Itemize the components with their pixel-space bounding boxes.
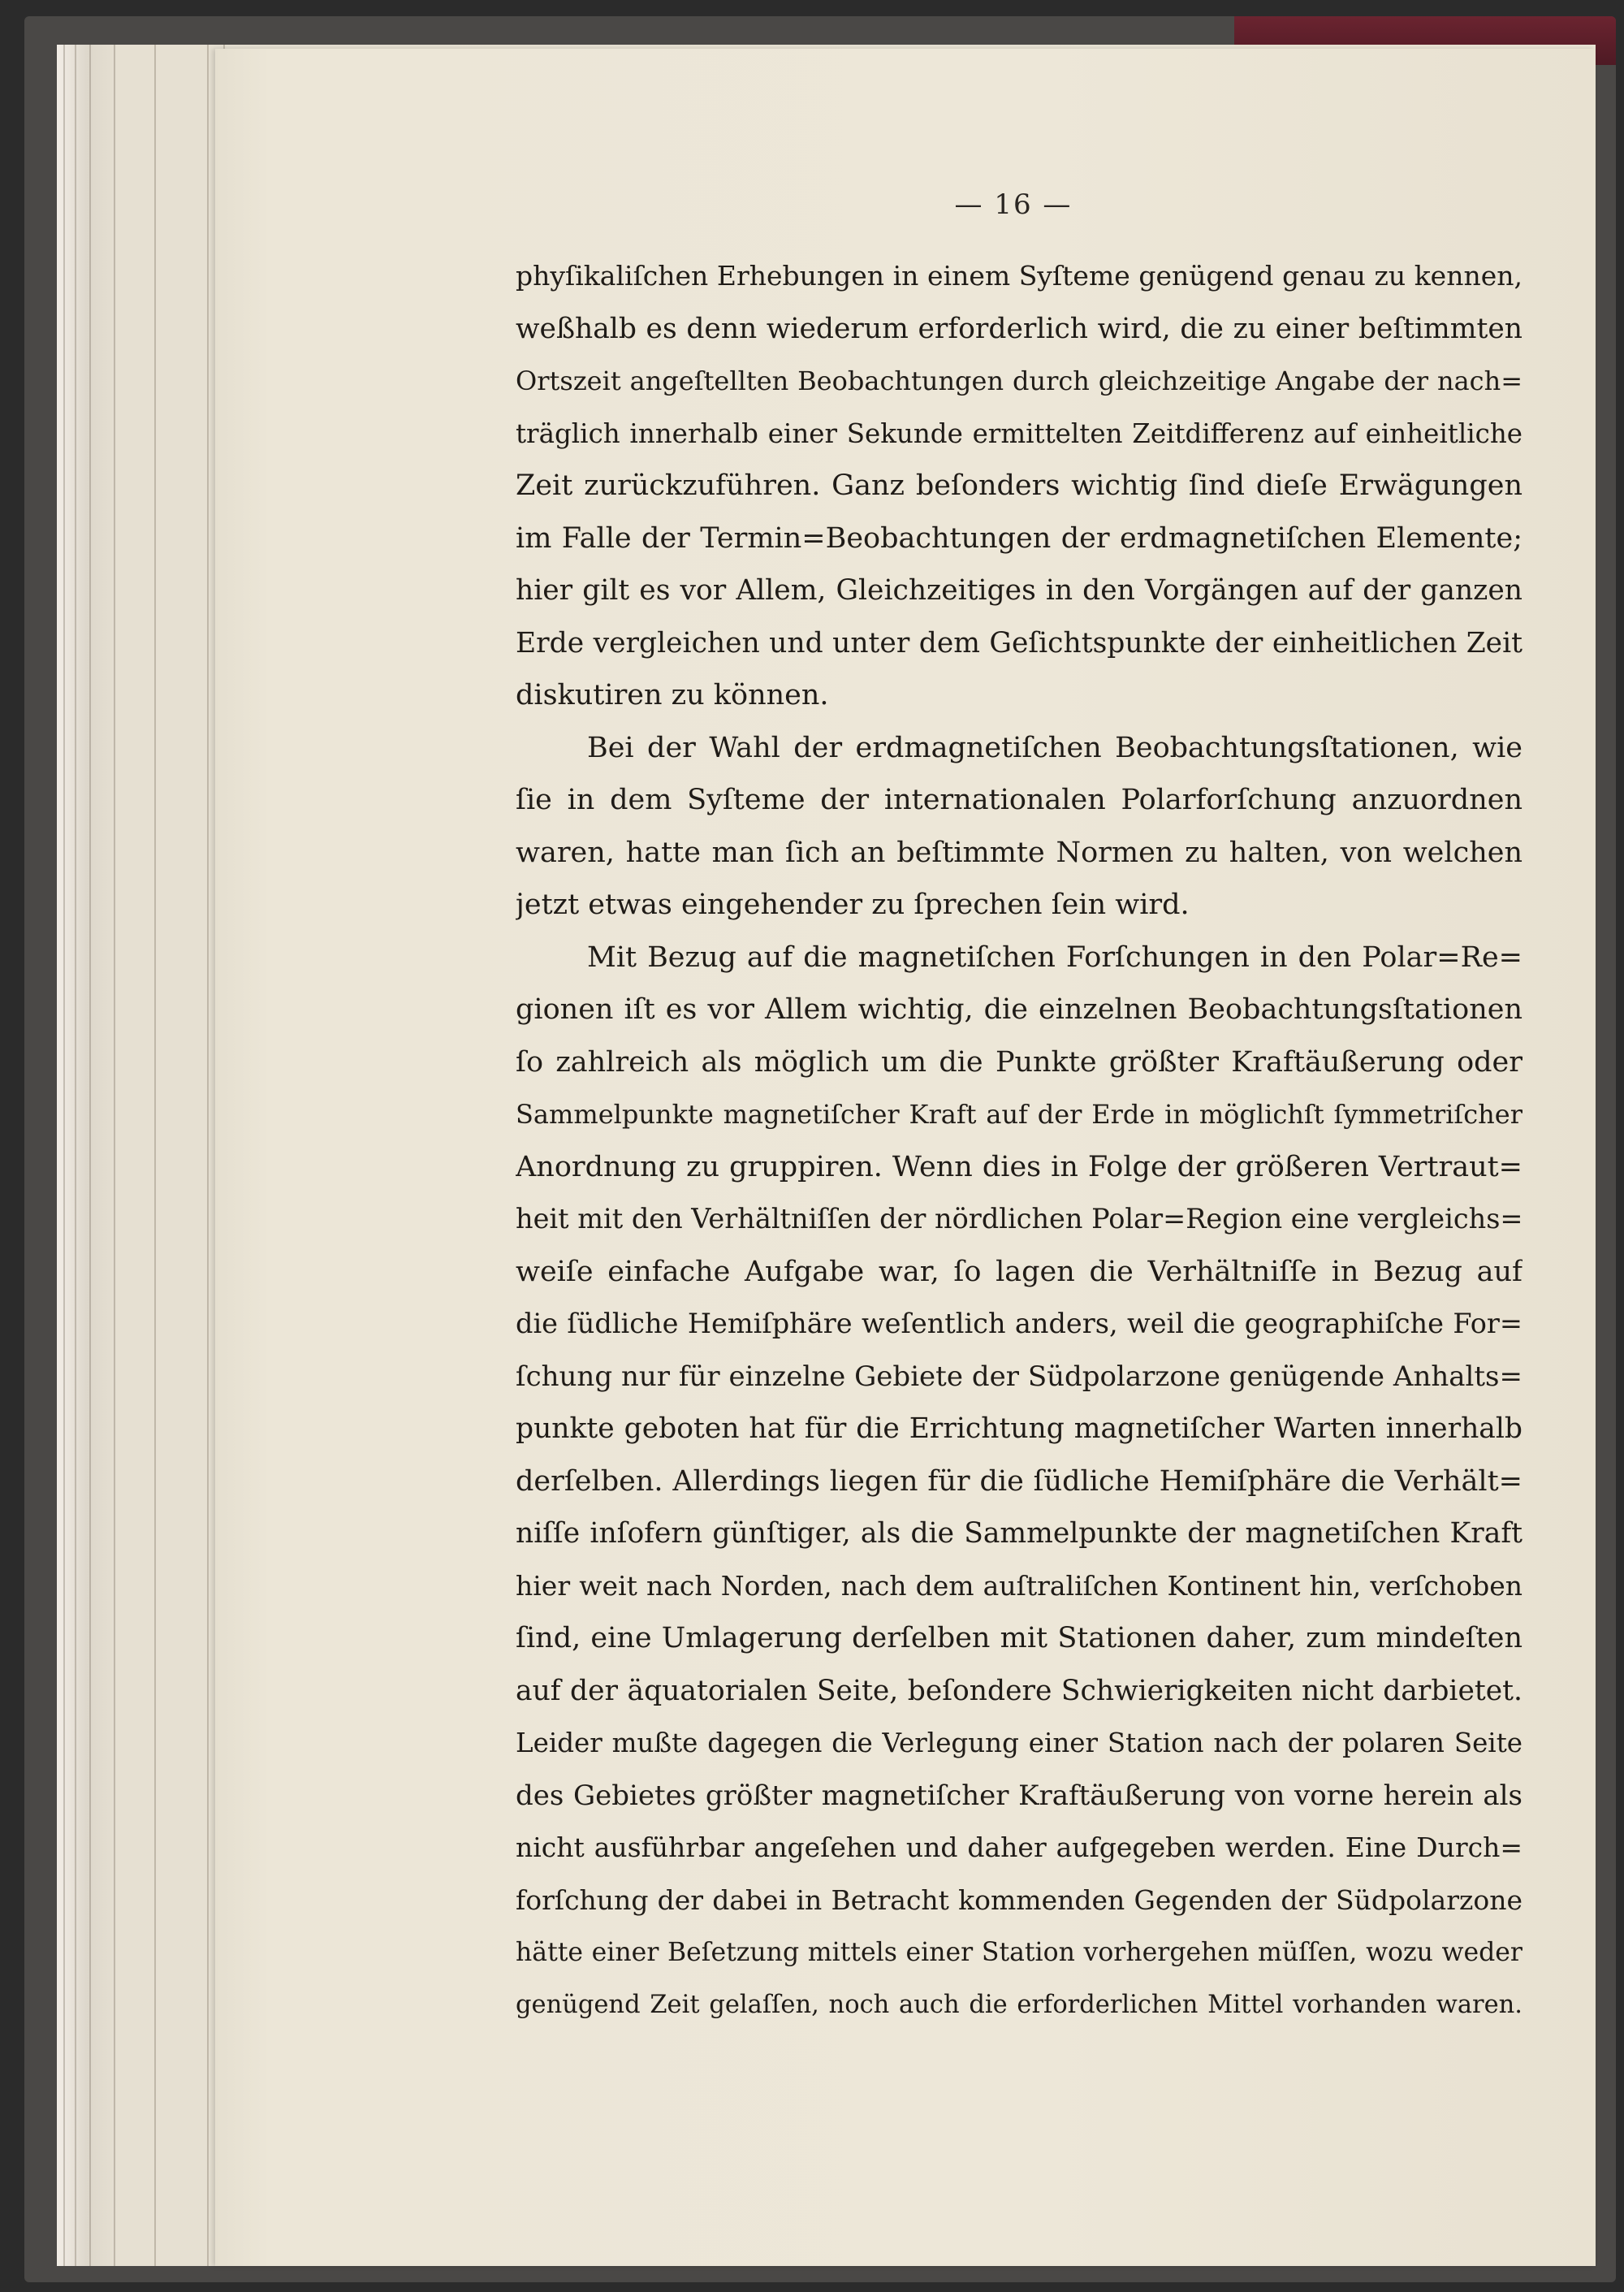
text-line: genügend Zeit gelaſſen, noch auch die erforderlichen Mittel vorhanden waren. <box>516 1990 1522 2019</box>
text-line: heit mit den Verhältniſſen der nördlichen Polar=Region eine vergleichs= <box>516 1203 1522 1235</box>
text-line: forſchung der dabei in Betracht kommenden Gegenden der Südpolarzone <box>516 1883 1522 1916</box>
page-edge <box>207 45 209 2266</box>
page-edge <box>154 45 156 2266</box>
text-line: ſind, eine Umlagerung derſelben mit Stationen daher, zum mindeſten <box>516 1622 1522 1654</box>
text-line: Erde vergleichen und unter dem Geſichtspunkte der einheitlichen Zeit <box>516 626 1522 659</box>
text-line: ſchung nur für einzelne Gebiete der Südpolarzone genügende Anhalts= <box>516 1360 1522 1393</box>
text-line: Zeit zurückzuführen. Ganz beſonders wichtig ſind dieſe Erwägungen <box>516 469 1522 502</box>
text-line: im Falle der Termin=Beobachtungen der erdmagnetiſchen Elemente; <box>516 521 1522 555</box>
text-line: hier weit nach Norden, nach dem auſtraliſchen Kontinent hin, verſchoben <box>516 1569 1522 1602</box>
page-edge <box>63 45 65 2266</box>
text-line: nicht ausführbar angeſehen und daher aufgegeben werden. Eine Durch= <box>516 1831 1522 1863</box>
text-line: gionen iſt es vor Allem wichtig, die einzelnen Beobachtungsſtationen <box>516 993 1522 1026</box>
text-line: weßhalb es denn wiederum erforderlich wird, die zu einer beſtimmten <box>516 312 1522 345</box>
text-line: Anordnung zu gruppiren. Wenn dies in Folge der größeren Vertraut= <box>516 1150 1522 1183</box>
text-line: derſelben. Allerdings liegen für die ſüdliche Hemiſphäre die Verhält= <box>516 1464 1522 1498</box>
body-text <box>516 250 1522 2031</box>
text-line: Ortszeit angeſtellten Beobachtungen durch gleichzeitige Angabe der nach= <box>516 365 1522 396</box>
text-line: niſſe inſofern günſtiger, als die Sammelpunkte der magnetiſchen Kraft <box>516 1517 1522 1550</box>
text-line: Mit Bezug auf die magnetiſchen Forſchungen in den Polar=Re= <box>587 941 1522 974</box>
text-line: Bei der Wahl der erdmagnetiſchen Beobachtungsſtationen, wie <box>587 731 1522 764</box>
text-line: hier gilt es vor Allem, Gleichzeitiges in den Vorgängen auf der ganzen <box>516 574 1522 607</box>
text-line: jetzt etwas eingehender zu ſprechen ſein wird. <box>516 889 1190 921</box>
text-line: hätte einer Beſetzung mittels einer Station vorhergehen müſſen, wozu weder <box>516 1938 1522 1967</box>
text-line: träglich innerhalb einer Sekunde ermittelten Zeitdifferenz auf einheitliche <box>516 417 1522 449</box>
page-edge <box>89 45 91 2266</box>
text-line: punkte geboten hat für die Errichtung magnetiſcher Warten innerhalb <box>516 1412 1522 1445</box>
text-line: ſo zahlreich als möglich um die Punkte größter Kraftäußerung oder <box>516 1045 1522 1079</box>
text-line: diskutiren zu können. <box>516 679 829 711</box>
text-line: Leider mußte dagegen die Verlegung einer Station nach der polaren Seite <box>516 1728 1522 1758</box>
text-line: phyſikaliſchen Erhebungen in einem Syſteme genügend genau zu kennen, <box>516 260 1522 292</box>
page-edge <box>75 45 76 2266</box>
text-line: des Gebietes größter magnetiſcher Kraftäußerung von vorne herein als <box>516 1779 1522 1812</box>
text-line: Sammelpunkte magnetiſcher Kraft auf der Erde in möglichſt ſymmetriſcher <box>516 1099 1522 1130</box>
page-edge <box>114 45 115 2266</box>
text-line: weiſe einfache Aufgabe war, ſo lagen die Verhältniſſe in Bezug auf <box>516 1255 1522 1288</box>
text-line: waren, hatte man ſich an beſtimmte Normen zu halten, von welchen <box>516 836 1522 869</box>
text-line: ſie in dem Syſteme der internationalen Polarforſchung anzuordnen <box>516 784 1522 816</box>
text-line: die ſüdliche Hemiſphäre weſentlich anders, weil die geographiſche For= <box>516 1308 1522 1339</box>
text-line: auf der äquatorialen Seite, beſondere Schwierigkeiten nicht darbietet. <box>516 1674 1522 1707</box>
page-number: — 16 — <box>954 188 1073 221</box>
